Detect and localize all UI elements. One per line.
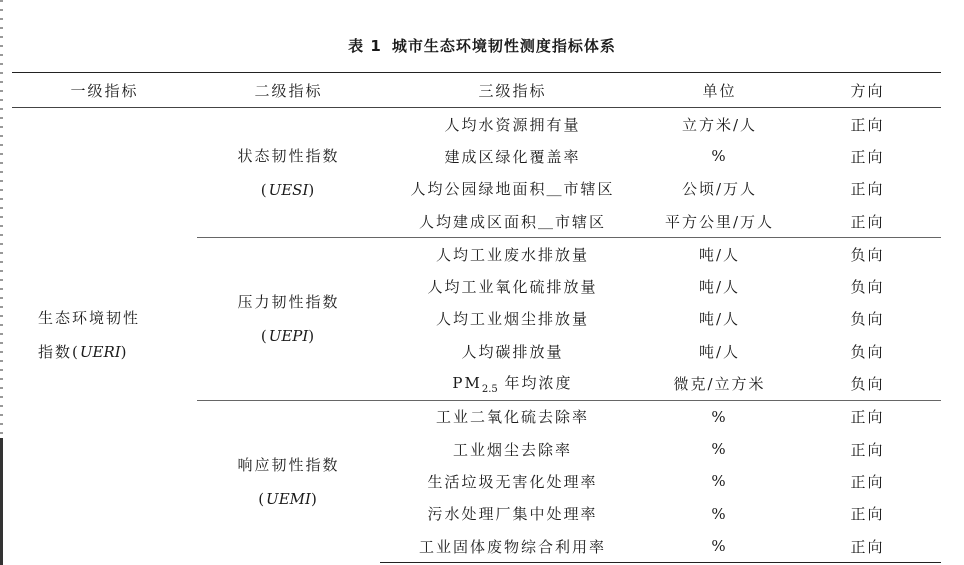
indicator-cell: 人均工业废水排放量 bbox=[380, 238, 645, 271]
level2-name: 压力韧性指数 bbox=[237, 292, 340, 311]
direction-cell: 正向 bbox=[794, 530, 941, 563]
direction-cell: 正向 bbox=[850, 115, 885, 134]
direction-cell: 正向 bbox=[850, 212, 885, 231]
level1-abbr: UERI bbox=[79, 343, 121, 362]
pm-subscript: 2.5 bbox=[481, 384, 498, 396]
header-level3: 三级指标 bbox=[380, 73, 645, 108]
level2-cell: 压力韧性指数 (UEPI) bbox=[197, 238, 380, 400]
indicator-table bbox=[12, 72, 941, 563]
unit-cell: % bbox=[645, 400, 794, 433]
left-page-edge-bar bbox=[0, 438, 3, 565]
indicator-cell: 人均建成区面积＿市辖区 bbox=[418, 212, 606, 231]
table-caption bbox=[0, 35, 964, 56]
level2-name: 状态韧性指数 bbox=[237, 146, 340, 165]
direction-cell: 正向 bbox=[850, 505, 885, 524]
direction-cell: 负向 bbox=[794, 238, 941, 271]
unit-cell: 吨/人 bbox=[698, 342, 741, 361]
indicator-cell: 人均公园绿地面积＿市辖区 bbox=[410, 180, 615, 199]
direction-cell: 正向 bbox=[794, 400, 941, 433]
table-row bbox=[12, 108, 941, 141]
unit-cell: % bbox=[711, 472, 728, 491]
indicator-cell: 污水处理厂集中处理率 bbox=[427, 505, 598, 524]
direction-cell: 负向 bbox=[850, 342, 885, 361]
unit-cell: % bbox=[711, 440, 728, 459]
direction-cell: 正向 bbox=[850, 440, 885, 459]
table-header-row bbox=[12, 73, 941, 108]
direction-cell: 负向 bbox=[850, 310, 885, 329]
level1-name-prefix: 指数( bbox=[38, 343, 80, 362]
unit-cell: 微克/立方米 bbox=[673, 375, 766, 394]
unit-cell: % bbox=[711, 504, 728, 523]
indicator-cell: 工业烟尘去除率 bbox=[452, 440, 572, 459]
level2-name: 响应韧性指数 bbox=[237, 455, 340, 474]
header-unit: 单位 bbox=[645, 73, 794, 108]
level1-suffix: ) bbox=[120, 343, 129, 362]
direction-cell: 负向 bbox=[850, 278, 885, 297]
level1-name: 生态环境韧性 bbox=[38, 309, 141, 328]
level2-cell: 状态韧性指数 (UESI) bbox=[237, 146, 340, 199]
indicator-cell: 人均工业氧化硫排放量 bbox=[427, 278, 598, 297]
header-level1: 一级指标 bbox=[12, 73, 197, 108]
header-direction: 方向 bbox=[794, 73, 941, 108]
unit-cell: 吨/人 bbox=[645, 238, 794, 271]
unit-cell: % bbox=[711, 147, 728, 166]
level1-cell bbox=[12, 108, 197, 563]
unit-cell: 立方米/人 bbox=[681, 115, 758, 134]
unit-cell: 平方公里/万人 bbox=[664, 212, 775, 231]
level2-cell: 响应韧性指数 (UEMI) bbox=[197, 400, 380, 562]
direction-cell: 正向 bbox=[850, 147, 885, 166]
direction-cell: 正向 bbox=[850, 472, 885, 491]
table-title: 城市生态环境韧性测度指标体系 bbox=[391, 37, 616, 55]
table-number: 表 1 bbox=[348, 37, 382, 55]
unit-cell: % bbox=[645, 530, 794, 563]
pm-prefix: PM bbox=[452, 374, 482, 393]
indicator-cell: 工业二氧化硫去除率 bbox=[380, 400, 645, 433]
indicator-cell: 人均碳排放量 bbox=[461, 342, 564, 361]
indicator-cell bbox=[380, 367, 645, 400]
direction-cell: 负向 bbox=[850, 375, 885, 394]
indicator-cell: 建成区绿化覆盖率 bbox=[444, 147, 581, 166]
indicator-cell: 工业固体废物综合利用率 bbox=[380, 530, 645, 563]
level2-abbr: UESI bbox=[268, 180, 309, 199]
unit-cell: 吨/人 bbox=[698, 310, 741, 329]
direction-cell: 正向 bbox=[850, 180, 885, 199]
indicator-cell: 生活垃圾无害化处理率 bbox=[427, 472, 598, 491]
level2-abbr: UEPI bbox=[268, 326, 309, 345]
indicator-cell: 人均水资源拥有量 bbox=[444, 115, 581, 134]
indicator-cell: 人均工业烟尘排放量 bbox=[435, 310, 589, 329]
unit-cell: 吨/人 bbox=[698, 278, 741, 297]
header-level2: 二级指标 bbox=[197, 73, 380, 108]
pm-indicator: 年均浓度 bbox=[497, 374, 573, 393]
level2-abbr: UEMI bbox=[266, 489, 311, 508]
unit-cell: 公顷/万人 bbox=[681, 180, 758, 199]
